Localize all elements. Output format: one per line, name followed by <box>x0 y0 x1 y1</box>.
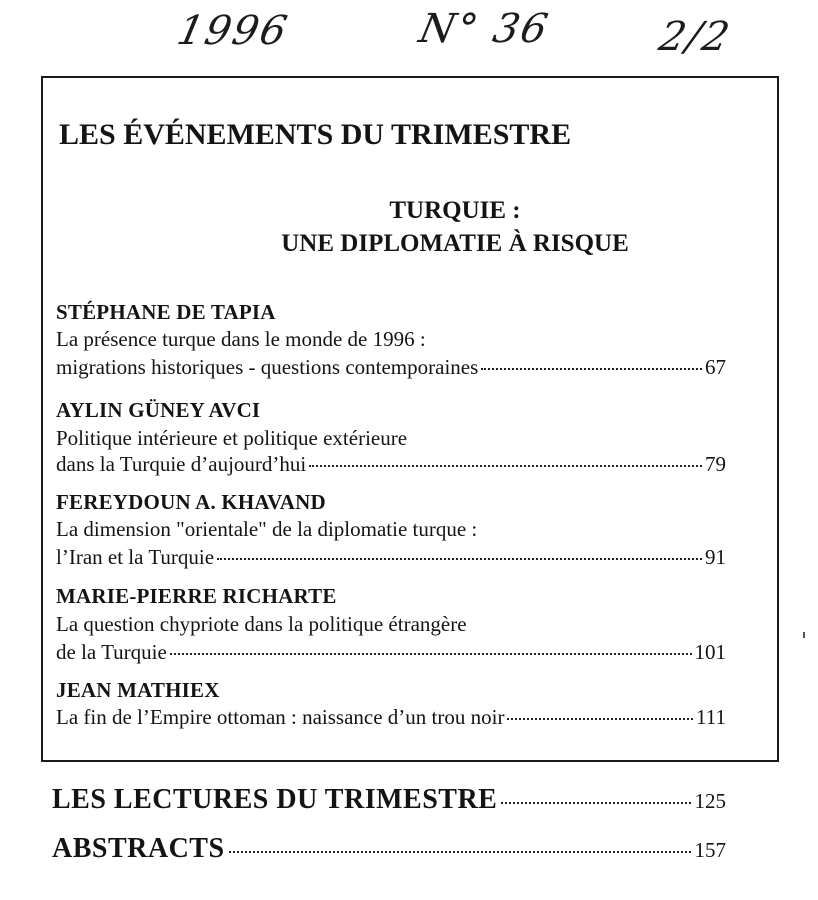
toc-entry-lectures[interactable] <box>52 784 726 816</box>
article-title-line1: La question chypriote dans la politique étrangère <box>56 612 467 636</box>
toc-entry[interactable] <box>56 355 726 380</box>
handwritten-part: 2/2 <box>655 14 736 60</box>
article-title-line2: l’Iran et la Turquie <box>56 545 215 569</box>
article-title-line1: La fin de l’Empire ottoman : naissance d’un trou noir <box>56 705 505 729</box>
page-number: 101 <box>694 640 726 664</box>
dossier-title-line1: TURQUIE : <box>389 197 521 224</box>
dot-leader <box>501 802 690 804</box>
article-author: MARIE-PIERRE RICHARTE <box>56 584 337 608</box>
dot-leader <box>170 653 692 655</box>
dot-leader <box>481 368 702 370</box>
toc-entry[interactable] <box>56 640 726 665</box>
page-number: 67 <box>705 355 726 379</box>
article-title-line2: de la Turquie <box>56 640 167 664</box>
article-title-line1: La présence turque dans le monde de 1996 : <box>56 327 426 351</box>
page-number: 125 <box>694 789 726 813</box>
article-title-line1: La dimension "orientale" de la diplomatie turque : <box>56 517 478 541</box>
handwritten-issue-number: N° 36 <box>415 6 554 52</box>
section-title: LES LECTURES DU TRIMESTRE <box>52 784 498 815</box>
article-author: FEREYDOUN A. KHAVAND <box>56 490 326 514</box>
toc-entry[interactable] <box>56 452 726 477</box>
toc-entry[interactable] <box>56 705 726 730</box>
section-heading: LES ÉVÉNEMENTS DU TRIMESTRE <box>59 118 572 151</box>
handwritten-year: 1996 <box>173 8 293 54</box>
page-number: 91 <box>705 545 726 569</box>
dot-leader <box>507 718 693 720</box>
article-title-line1: Politique intérieure et politique extérieure <box>56 426 408 450</box>
article-author: STÉPHANE DE TAPIA <box>56 300 276 324</box>
toc-entry-abstracts[interactable] <box>52 833 726 865</box>
scan-speck <box>803 632 805 638</box>
dot-leader <box>229 851 691 853</box>
section-title: ABSTRACTS <box>52 833 225 864</box>
toc-entry[interactable] <box>56 545 726 570</box>
article-title-line2: dans la Turquie d’aujourd’hui <box>56 452 307 476</box>
page-number: 111 <box>696 705 726 729</box>
dossier-title-line2: UNE DIPLOMATIE À RISQUE <box>281 230 629 257</box>
dot-leader <box>217 558 702 560</box>
page-number: 157 <box>694 838 726 862</box>
dot-leader <box>309 465 702 467</box>
article-author: AYLIN GÜNEY AVCI <box>56 398 261 422</box>
page-number: 79 <box>705 452 726 476</box>
article-title-line2: migrations historiques - questions contemporaines <box>56 355 479 379</box>
article-author: JEAN MATHIEX <box>56 678 220 702</box>
